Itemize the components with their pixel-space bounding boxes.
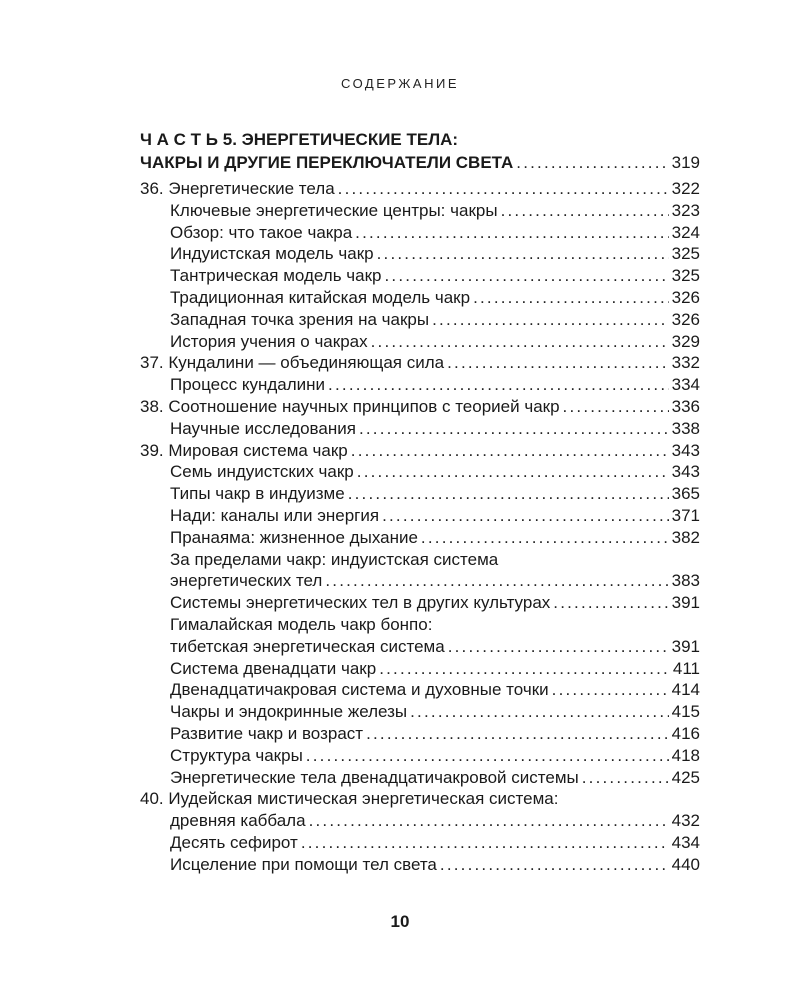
- toc-entry-title: Традиционная китайская модель чакр: [170, 287, 471, 307]
- toc-entry-title: Развитие чакр и возраст: [170, 723, 364, 743]
- toc-entry-page: 326: [671, 287, 700, 307]
- part-page: 319: [671, 153, 700, 172]
- toc-entry[interactable]: [140, 854, 700, 876]
- part-subtitle: ЧАКРЫ И ДРУГИЕ ПЕРЕКЛЮЧАТЕЛИ СВЕТА: [140, 153, 514, 172]
- toc-entry-part[interactable]: [140, 152, 700, 174]
- dot-leader: [552, 679, 669, 701]
- toc-entry-title: Двенадцатичакровая система и духовные точки: [170, 680, 549, 700]
- dot-leader: [410, 701, 669, 723]
- toc-entry[interactable]: [140, 767, 700, 789]
- dot-leader: [325, 570, 668, 592]
- dot-leader: [553, 592, 668, 614]
- toc-entry-title: 40. Иудейская мистическая энергетическая система:: [140, 789, 559, 809]
- toc-entry-title: 36. Энергетические тела: [140, 179, 335, 198]
- toc-entry-title: Десять сефирот: [170, 832, 298, 852]
- toc-entry[interactable]: [140, 418, 700, 440]
- dot-leader: [501, 200, 669, 222]
- toc-entry-page: 391: [671, 636, 700, 656]
- toc-entry-page: 326: [671, 309, 700, 329]
- running-head: СОДЕРЖАНИЕ: [340, 76, 459, 91]
- part-number-title: 5. ЭНЕРГЕТИЧЕСКИЕ ТЕЛА:: [222, 130, 459, 149]
- toc-entry-title: 38. Соотношение научных принципов с теорией чакр: [140, 396, 560, 416]
- toc-entry-title: Западная точка зрения на чакры: [170, 309, 430, 329]
- toc-entry-title: Семь индуистских чакр: [170, 462, 354, 482]
- toc-entry-page: 416: [671, 723, 700, 743]
- toc-entry-title: Исцеление при помощи тел света: [170, 854, 437, 874]
- dot-leader: [448, 636, 669, 658]
- toc-entry-title: Обзор: что такое чакра: [170, 222, 353, 242]
- toc-entry[interactable]: [140, 549, 700, 571]
- dot-leader: [377, 243, 669, 265]
- toc-entry[interactable]: [140, 483, 700, 505]
- dot-leader: [351, 440, 669, 462]
- dot-leader: [355, 222, 668, 244]
- toc-entry[interactable]: [140, 505, 700, 527]
- toc-entry-title: Чакры и эндокринные железы: [170, 702, 408, 722]
- toc-entry-page: 382: [671, 527, 700, 547]
- toc-entry-title: древняя каббала: [170, 811, 306, 831]
- toc-entry-title: 37. Кундалини — объединяющая сила: [140, 353, 445, 373]
- toc-entry[interactable]: [140, 788, 700, 810]
- dot-leader: [382, 505, 669, 527]
- dot-leader: [582, 767, 669, 789]
- toc-entry[interactable]: [140, 352, 700, 374]
- toc-entry-title: История учения о чакрах: [170, 331, 368, 351]
- toc-entry-title: Система двенадцати чакр: [170, 658, 377, 678]
- toc-entry-page: 325: [671, 266, 700, 286]
- dot-leader: [432, 309, 669, 331]
- toc-entry[interactable]: [140, 287, 700, 309]
- toc-entry[interactable]: [140, 265, 700, 287]
- dot-leader: [563, 396, 669, 418]
- toc-entry-page: 440: [671, 854, 700, 874]
- toc-entry[interactable]: [140, 331, 700, 353]
- toc-entry[interactable]: [140, 701, 700, 723]
- toc-entry-title: Энергетические тела двенадцатичакровой системы: [170, 767, 579, 787]
- toc-entry-title: энергетических тел: [170, 571, 323, 591]
- toc-entry-title: За пределами чакр: индуистская система: [170, 549, 499, 569]
- dot-leader: [516, 152, 668, 174]
- toc-entry-title: Научные исследования: [170, 418, 356, 438]
- toc-entry-title: Гималайская модель чакр бонпо:: [170, 614, 433, 634]
- toc-entry-page: 414: [671, 680, 700, 700]
- toc-entry[interactable]: [140, 440, 700, 462]
- toc-entry[interactable]: [140, 222, 700, 244]
- dot-leader: [440, 854, 669, 876]
- dot-leader: [348, 483, 669, 505]
- dot-leader: [301, 832, 669, 854]
- toc-entry[interactable]: [140, 723, 700, 745]
- toc-entry-title: Типы чакр в индуизме: [170, 484, 345, 504]
- dot-leader: [338, 178, 669, 200]
- dot-leader: [447, 352, 669, 374]
- dot-leader: [306, 745, 669, 767]
- toc-entry-page: 434: [671, 832, 700, 852]
- toc-entry-title: Индуистская модель чакр: [170, 244, 374, 264]
- toc-entry-page: 332: [671, 353, 700, 373]
- toc-entry-page: 365: [671, 484, 700, 504]
- toc-entry[interactable]: [140, 810, 700, 832]
- toc-entry-title: Ключевые энергетические центры: чакры: [170, 200, 498, 220]
- toc-entry-page: 334: [671, 375, 700, 395]
- toc-entry-page: 343: [671, 440, 700, 460]
- toc-entry-page: 325: [671, 244, 700, 264]
- toc-entry[interactable]: [140, 243, 700, 265]
- toc-entry-page: 415: [671, 702, 700, 722]
- toc-part-line: [140, 152, 700, 174]
- dot-leader: [357, 461, 669, 483]
- toc-entry-page: 383: [671, 571, 700, 591]
- toc-entry-title: Структура чакры: [170, 745, 303, 765]
- dot-leader: [473, 287, 669, 309]
- toc-entry-title: Системы энергетических тел в других культурах: [170, 593, 551, 613]
- dot-leader: [359, 418, 669, 440]
- dot-leader: [328, 374, 669, 396]
- toc-entry[interactable]: [140, 636, 700, 658]
- toc-entry[interactable]: [140, 461, 700, 483]
- dot-leader: [421, 527, 669, 549]
- toc-entry-page: 322: [671, 179, 700, 198]
- toc-entry-page: 391: [671, 593, 700, 613]
- toc-entry-page: 323: [671, 200, 700, 220]
- dot-leader: [379, 658, 670, 680]
- toc-entry-page: 418: [671, 745, 700, 765]
- toc-entry-title: Процесс кундалини: [170, 375, 326, 395]
- dot-leader: [309, 810, 669, 832]
- toc-entry[interactable]: [140, 374, 700, 396]
- toc-entry-title: Нади: каналы или энергия: [170, 505, 380, 525]
- toc-entry[interactable]: [140, 527, 700, 549]
- toc-entry[interactable]: [140, 570, 700, 592]
- toc-entry[interactable]: [140, 658, 700, 680]
- table-of-contents: [140, 178, 700, 876]
- part-label: Ч А С Т Ь: [140, 130, 218, 149]
- toc-entry[interactable]: [140, 679, 700, 701]
- toc-entry-title: Тантрическая модель чакр: [170, 266, 382, 286]
- toc-entry-page: 371: [671, 505, 700, 525]
- toc-entry-title: тибетская энергетическая система: [170, 636, 445, 656]
- toc-entry[interactable]: [140, 592, 700, 614]
- dot-leader: [385, 265, 669, 287]
- toc-entry-page: 343: [671, 462, 700, 482]
- toc-entry-page: 411: [672, 658, 700, 678]
- toc-entry-page: 324: [671, 222, 700, 242]
- part-heading-line-1: [140, 128, 700, 151]
- toc-entry[interactable]: [140, 745, 700, 767]
- toc-entry[interactable]: [140, 309, 700, 331]
- toc-entry[interactable]: [140, 832, 700, 854]
- toc-entry-page: 336: [671, 396, 700, 416]
- toc-entry[interactable]: [140, 614, 700, 636]
- toc-entry-page: 425: [671, 767, 700, 787]
- toc-entry-page: 432: [671, 811, 700, 831]
- toc-entry-title: Пранаяма: жизненное дыхание: [170, 527, 418, 547]
- toc-entry-page: 338: [671, 418, 700, 438]
- toc-entry[interactable]: [140, 396, 700, 418]
- toc-entry[interactable]: [140, 178, 700, 200]
- part-heading: [140, 128, 700, 151]
- toc-entry-page: 329: [671, 331, 700, 351]
- toc-entry-title: 39. Мировая система чакр: [140, 440, 348, 460]
- dot-leader: [371, 331, 669, 353]
- dot-leader: [366, 723, 669, 745]
- page-number: 10: [390, 912, 410, 931]
- toc-entry[interactable]: [140, 200, 700, 222]
